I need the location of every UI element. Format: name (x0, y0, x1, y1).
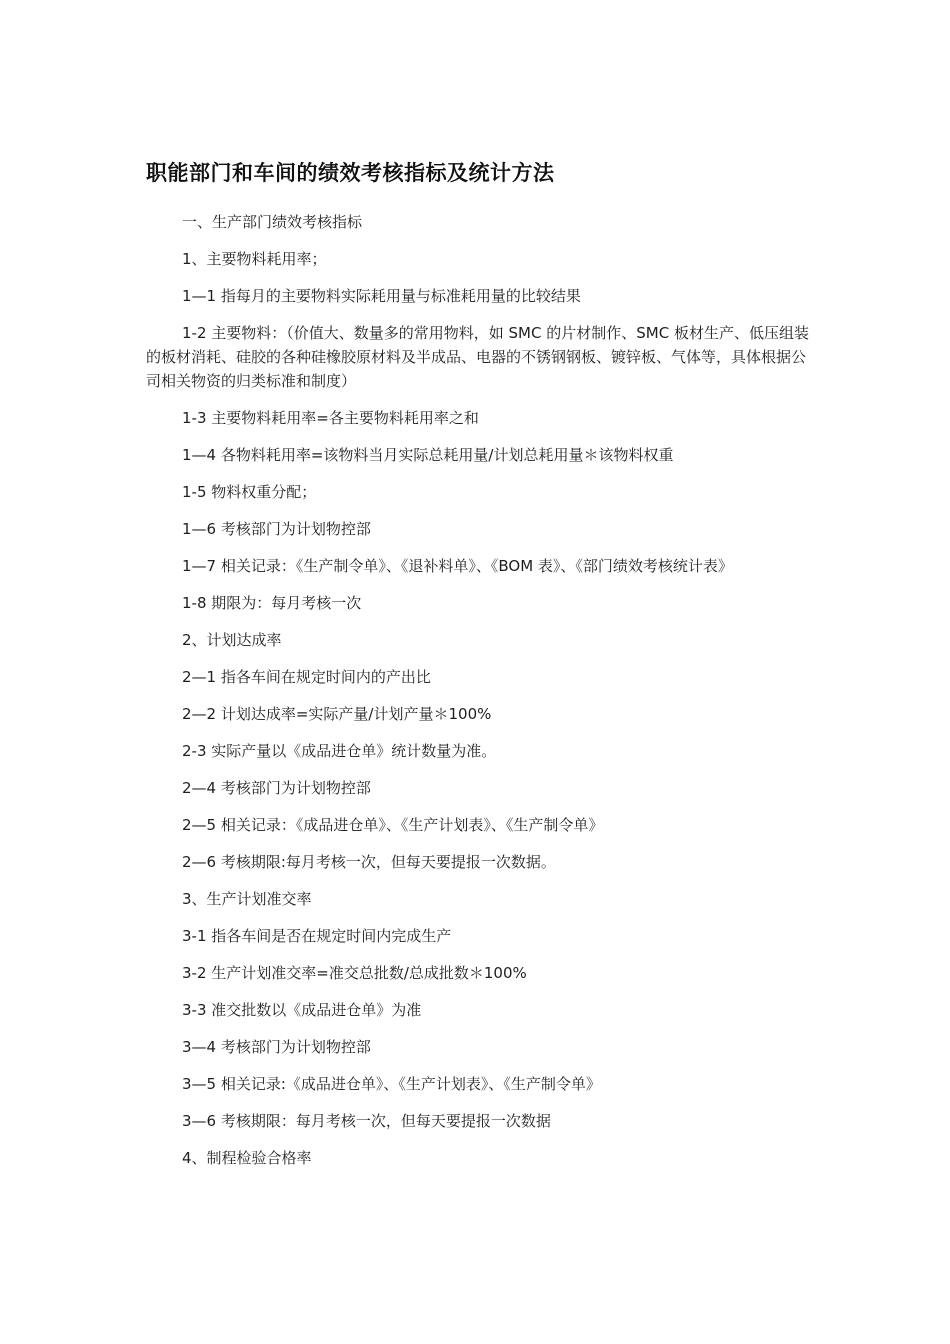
paragraph-2-2: 2—2 计划达成率=实际产量/计划产量＊100% (182, 705, 492, 723)
paragraph-3-3: 3-3 准交批数以《成品进仓单》为准 (182, 1001, 422, 1019)
item-heading-4: 4、制程检验合格率 (182, 1149, 312, 1167)
paragraph-1-1: 1—1 指每月的主要物料实际耗用量与标准耗用量的比较结果 (182, 287, 581, 305)
paragraph-3-1: 3-1 指各车间是否在规定时间内完成生产 (182, 927, 452, 945)
item-heading-1: 1、主要物料耗用率； (182, 250, 327, 268)
paragraph-3-2: 3-2 生产计划准交率=准交总批数/总成批数＊100% (182, 964, 527, 982)
paragraph-2-4: 2—4 考核部门为计划物控部 (182, 779, 371, 797)
section-heading-1: 一、生产部门绩效考核指标 (182, 213, 363, 231)
paragraph-3-4: 3—4 考核部门为计划物控部 (182, 1038, 371, 1056)
paragraph-1-3: 1-3 主要物料耗用率=各主要物料耗用率之和 (182, 409, 479, 427)
paragraph-3-6: 3—6 考核期限：每月考核一次，但每天要提报一次数据 (182, 1112, 551, 1130)
item-heading-2: 2、计划达成率 (182, 631, 282, 649)
paragraph-2-3: 2-3 实际产量以《成品进仓单》统计数量为准。 (182, 742, 497, 760)
paragraph-1-6: 1—6 考核部门为计划物控部 (182, 520, 371, 538)
paragraph-1-2: 1-2 主要物料：（价值大、数量多的常用物料，如 SMC 的片材制作、SMC 板材生产、低压组装的板材消耗、硅胶的各种硅橡胶原材料及半成品、电器的不锈钢钢板、镀锌板、气体等，具体根据公司相关物资的归类标准和制度） (146, 324, 809, 390)
paragraph-1-7: 1—7 相关记录：《生产制令单》、《退补料单》、《BOM 表》、《部门绩效考核统计表》 (182, 557, 733, 575)
paragraph-1-4: 1—4 各物料耗用率=该物料当月实际总耗用量/计划总耗用量＊该物料权重 (182, 446, 674, 464)
item-heading-3: 3、生产计划准交率 (182, 890, 312, 908)
document-title: 职能部门和车间的绩效考核指标及统计方法 (146, 161, 555, 185)
paragraph-2-1: 2—1 指各车间在规定时间内的产出比 (182, 668, 431, 686)
paragraph-1-8: 1-8 期限为：每月考核一次 (182, 594, 362, 612)
paragraph-3-5: 3—5 相关记录:《成品进仓单》、《生产计划表》、《生产制令单》 (182, 1075, 601, 1093)
paragraph-2-6: 2—6 考核期限:每月考核一次，但每天要提报一次数据。 (182, 853, 556, 871)
paragraph-2-5: 2—5 相关记录：《成品进仓单》、《生产计划表》、《生产制令单》 (182, 816, 604, 834)
document-body (146, 210, 814, 1183)
paragraph-1-5: 1-5 物料权重分配； (182, 483, 317, 501)
